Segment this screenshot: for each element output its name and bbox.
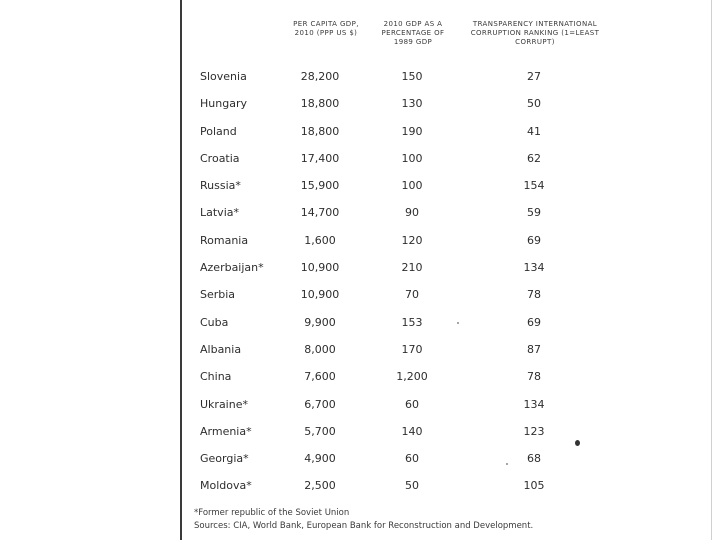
corruption-cell: 105 bbox=[523, 479, 545, 493]
table-notes bbox=[194, 507, 533, 533]
pct-cell: 140 bbox=[401, 424, 423, 438]
table-row bbox=[192, 363, 622, 390]
corruption-cell: 41 bbox=[527, 124, 541, 138]
country-cell: Moldova* bbox=[200, 479, 252, 493]
country-cell: Romania bbox=[200, 233, 249, 247]
country-cell: Poland bbox=[200, 124, 237, 138]
country-cell: Azerbaijan* bbox=[200, 261, 264, 275]
scan-speck bbox=[457, 322, 459, 324]
scan-speck bbox=[506, 463, 508, 465]
corruption-cell: 134 bbox=[523, 261, 545, 275]
table-row bbox=[192, 172, 622, 199]
corruption-cell: 154 bbox=[523, 179, 545, 193]
pct-cell: 60 bbox=[405, 452, 419, 466]
gdp-cell: 5,700 bbox=[304, 424, 336, 438]
pct-cell: 190 bbox=[401, 124, 423, 138]
corruption-cell: 123 bbox=[523, 424, 545, 438]
pct-cell: 170 bbox=[401, 342, 423, 356]
table-row bbox=[192, 118, 622, 145]
pct-cell: 90 bbox=[405, 206, 419, 220]
corruption-cell: 69 bbox=[527, 315, 541, 329]
country-cell: Hungary bbox=[200, 97, 247, 111]
pct-cell: 153 bbox=[401, 315, 423, 329]
corruption-cell: 68 bbox=[527, 452, 541, 466]
pct-cell: 60 bbox=[405, 397, 419, 411]
gdp-cell: 14,700 bbox=[300, 206, 340, 220]
corruption-cell: 78 bbox=[527, 288, 541, 302]
gdp-cell: 2,500 bbox=[304, 479, 336, 493]
gdp-cell: 1,600 bbox=[304, 233, 336, 247]
data-table bbox=[192, 20, 622, 540]
pct-cell: 70 bbox=[405, 288, 419, 302]
gdp-cell: 18,800 bbox=[300, 124, 340, 138]
header-gdp-per-capita: PER CAPITA GDP, 2010 (PPP US $) bbox=[293, 20, 359, 37]
sources-note: Sources: CIA, World Bank, European Bank for Reconstruction and Development. bbox=[194, 521, 534, 531]
gdp-cell: 7,600 bbox=[304, 370, 336, 384]
corruption-cell: 87 bbox=[527, 342, 541, 356]
table-row bbox=[192, 90, 622, 117]
table-row bbox=[192, 227, 622, 254]
country-cell: Ukraine* bbox=[200, 397, 248, 411]
table-row bbox=[192, 63, 622, 90]
table-row bbox=[192, 281, 622, 308]
header-corruption-ranking: TRANSPARENCY INTERNATIONAL CORRUPTION RANKING (1=LEAST CORRUPT) bbox=[470, 20, 600, 46]
pct-cell: 150 bbox=[401, 70, 423, 83]
scan-speck bbox=[575, 440, 580, 446]
country-cell: Serbia bbox=[200, 288, 236, 302]
pct-cell: 100 bbox=[401, 179, 423, 193]
country-cell: Russia* bbox=[200, 179, 241, 193]
gdp-cell: 4,900 bbox=[304, 452, 336, 466]
header-gdp-percentage: 2010 GDP AS A PERCENTAGE OF 1989 GDP bbox=[381, 20, 445, 46]
table-row bbox=[192, 309, 622, 336]
corruption-cell: 69 bbox=[527, 233, 541, 247]
country-cell: Albania bbox=[200, 342, 242, 356]
gdp-cell: 17,400 bbox=[300, 151, 340, 165]
country-cell: Croatia bbox=[200, 151, 240, 165]
table-row bbox=[192, 336, 622, 363]
corruption-cell: 62 bbox=[527, 151, 541, 165]
footnote-soviet: *Former republic of the Soviet Union bbox=[194, 508, 350, 518]
table-row bbox=[192, 254, 622, 281]
gdp-cell: 10,900 bbox=[300, 288, 340, 302]
table-row bbox=[192, 199, 622, 226]
country-cell: Latvia* bbox=[200, 206, 239, 220]
gdp-cell: 28,200 bbox=[300, 70, 340, 83]
page-border-right bbox=[711, 0, 712, 540]
pct-cell: 130 bbox=[401, 97, 423, 111]
table-row bbox=[192, 472, 622, 499]
gdp-cell: 9,900 bbox=[304, 315, 336, 329]
page-border-left bbox=[180, 0, 182, 540]
corruption-cell: 78 bbox=[527, 370, 541, 384]
corruption-cell: 134 bbox=[523, 397, 545, 411]
gdp-cell: 10,900 bbox=[300, 261, 340, 275]
corruption-cell: 27 bbox=[527, 70, 541, 83]
corruption-cell: 59 bbox=[527, 206, 541, 220]
country-cell: Armenia* bbox=[200, 424, 252, 438]
table-body bbox=[192, 63, 622, 500]
gdp-cell: 18,800 bbox=[300, 97, 340, 111]
country-cell: Cuba bbox=[200, 315, 229, 329]
pct-cell: 120 bbox=[401, 233, 423, 247]
pct-cell: 1,200 bbox=[396, 370, 428, 384]
country-cell: Georgia* bbox=[200, 452, 249, 466]
country-cell: Slovenia bbox=[200, 70, 247, 83]
country-cell: China bbox=[200, 370, 232, 384]
pct-cell: 100 bbox=[401, 151, 423, 165]
gdp-cell: 6,700 bbox=[304, 397, 336, 411]
table-row bbox=[192, 391, 622, 418]
pct-cell: 210 bbox=[401, 261, 423, 275]
pct-cell: 50 bbox=[405, 479, 419, 493]
gdp-cell: 15,900 bbox=[300, 179, 340, 193]
gdp-cell: 8,000 bbox=[304, 342, 336, 356]
table-row bbox=[192, 418, 622, 445]
corruption-cell: 50 bbox=[527, 97, 541, 111]
table-row bbox=[192, 445, 622, 472]
table-row bbox=[192, 145, 622, 172]
